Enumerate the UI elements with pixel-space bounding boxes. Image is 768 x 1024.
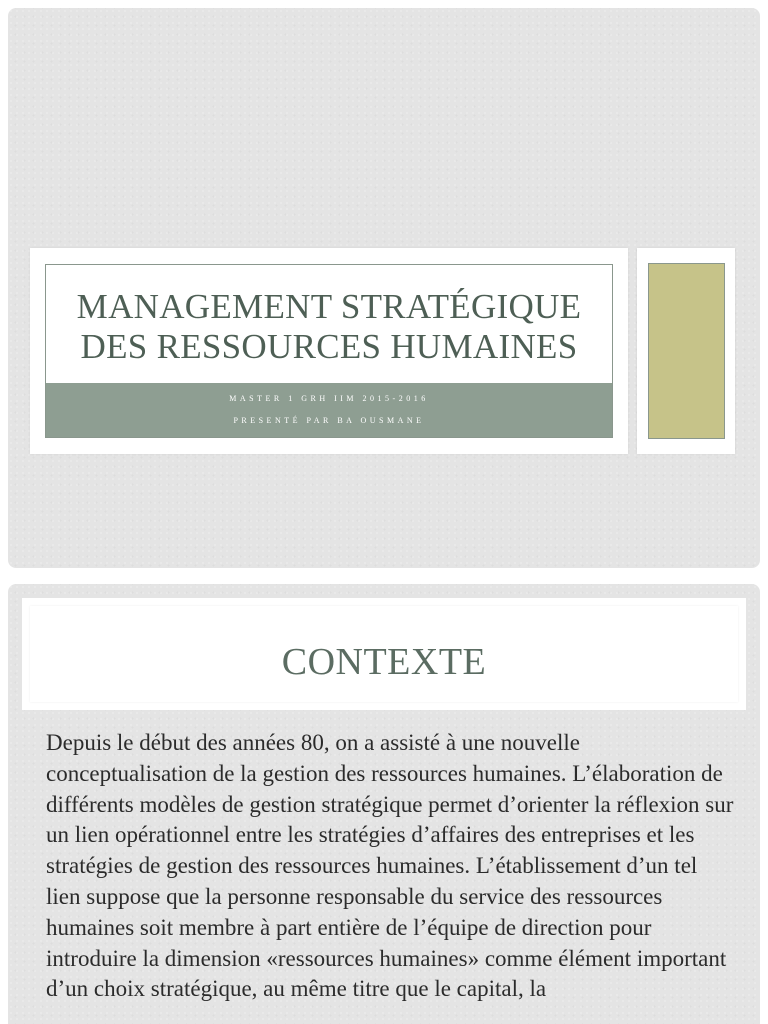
title-box [45, 264, 613, 438]
subtitle-band [46, 383, 612, 437]
accent-card [637, 248, 735, 454]
heading-inner [30, 606, 738, 702]
subtitle-program: MASTER 1 GRH IIM 2015-2016 [229, 394, 429, 403]
title-card [30, 248, 628, 454]
slide-title [8, 8, 760, 568]
slide-title-text: MANAGEMENT STRATÉGIQUE DES RESSOURCES HUMAINES [76, 287, 582, 366]
slide-context [8, 584, 760, 1024]
slide-heading: CONTEXTE [281, 641, 487, 683]
subtitle-presenter: PRESENTÉ PAR BA OUSMANE [233, 416, 425, 425]
heading-panel [22, 598, 746, 710]
accent-block [648, 263, 725, 439]
body-paragraph: Depuis le début des années 80, on a assisté à une nouvelle conceptualisation de la gestion des ressources humaines. L’élaboration de différents modèles de gestion stratégique permet d’orienter la réflexion sur un lien opérationnel entre les stratégies d’affaires des entreprises et les stratégies de gestion des ressources humaines. L’établissement d’un tel lien suppose que la personne responsable du service des ressources humaines soit membre à part entière de l’équipe de direction pour introduire la dimension «ressources humaines» comme élément important d’un choix stratégique, au même titre que le capital, la [46, 730, 734, 1002]
